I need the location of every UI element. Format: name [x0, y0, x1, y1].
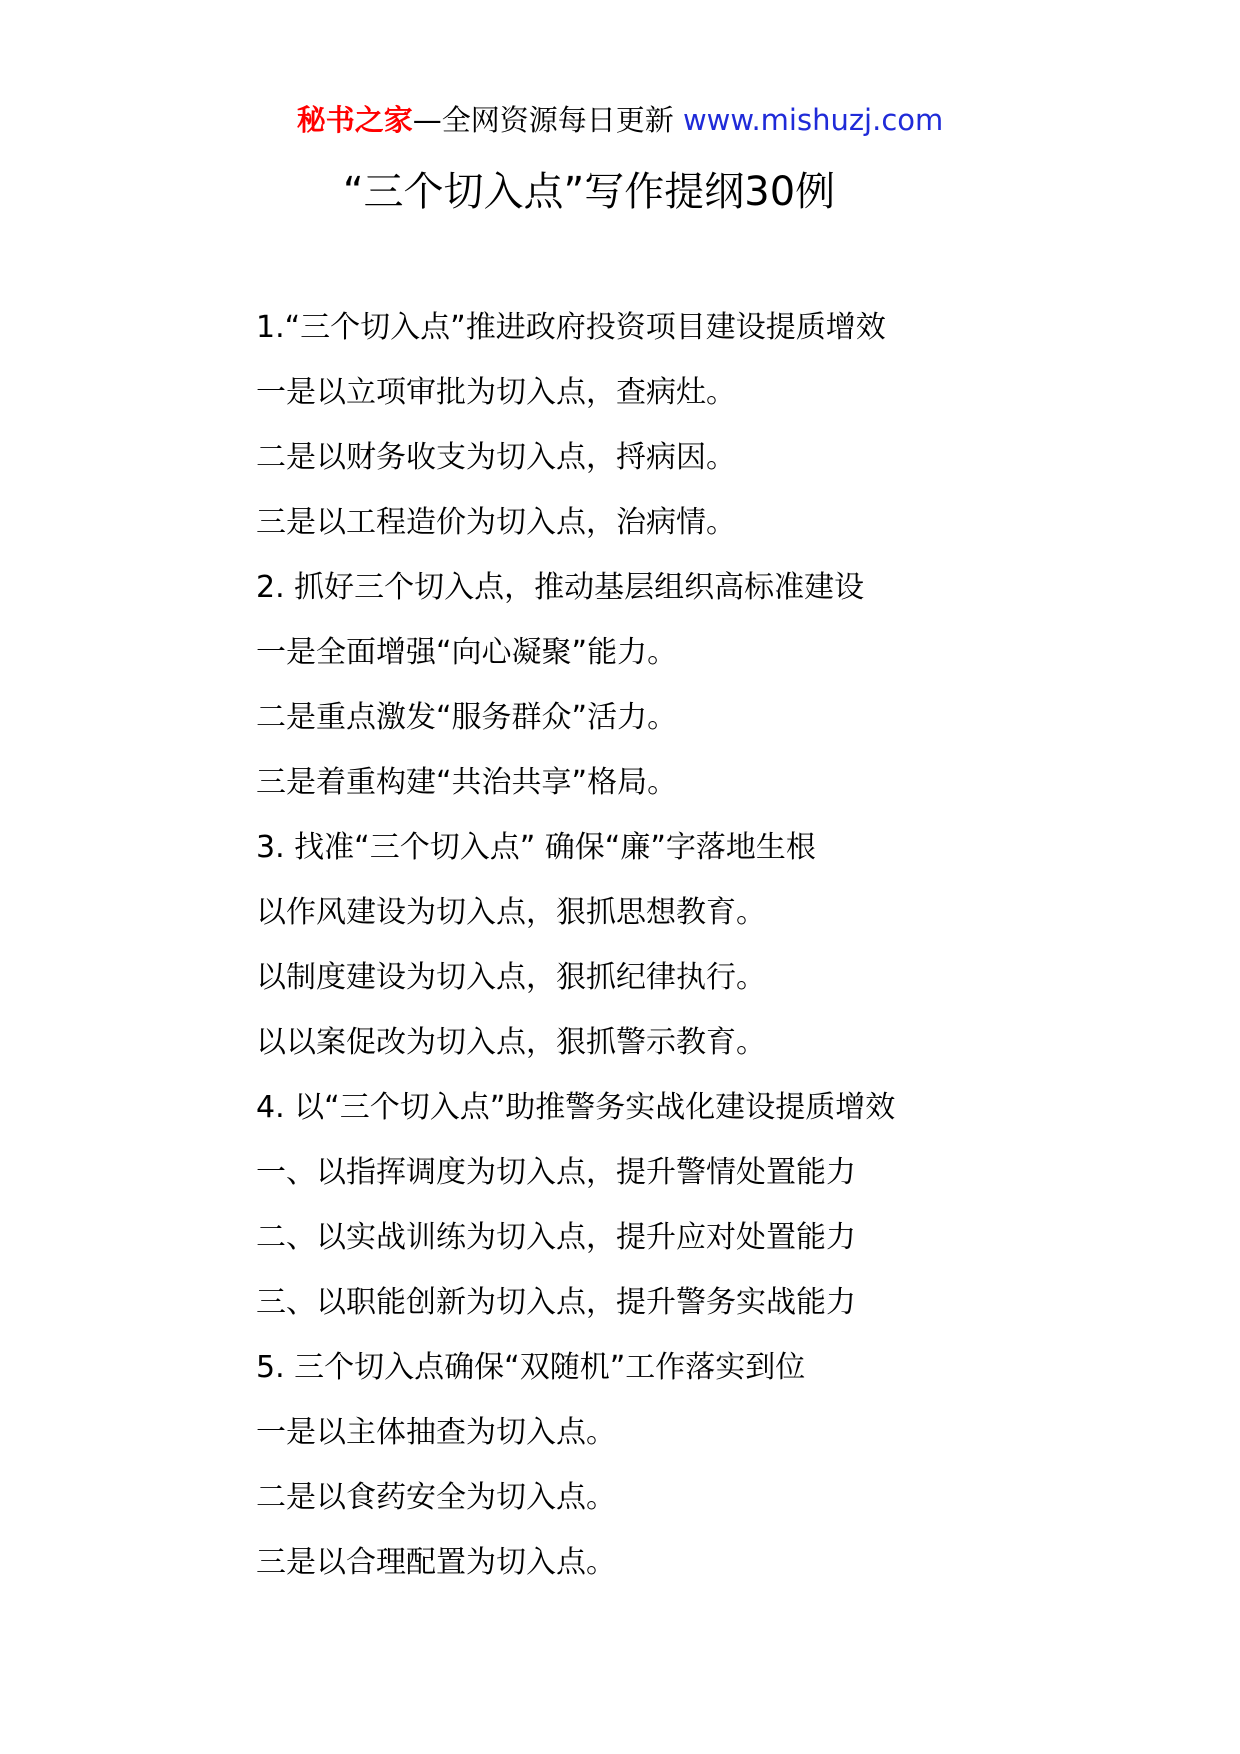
- document-body: [256, 295, 1216, 1595]
- section-heading-2: 2. 抓好三个切入点，推动基层组织高标准建设: [256, 570, 865, 605]
- list-item: 一、以指挥调度为切入点，提升警情处置能力: [256, 1155, 856, 1190]
- list-item: 三是着重构建“共治共享”格局。: [256, 765, 678, 800]
- list-item: 二是重点激发“服务群众”活力。: [256, 700, 678, 735]
- list-item: 一是以立项审批为切入点，查病灶。: [256, 375, 736, 410]
- document-title: “三个切入点”写作提纲30例: [342, 169, 836, 215]
- section-heading-3: 3. 找准“三个切入点” 确保“廉”字落地生根: [256, 830, 816, 865]
- list-item: 以作风建设为切入点，狠抓思想教育。: [256, 895, 766, 930]
- header-tagline: —全网资源每日更新: [412, 103, 674, 137]
- site-url-link[interactable]: www.mishuzj.com: [682, 103, 944, 137]
- section-heading-5: 5. 三个切入点确保“双随机”工作落实到位: [256, 1350, 806, 1385]
- list-item: 二是以财务收支为切入点，捋病因。: [256, 440, 736, 475]
- brand-name: 秘书之家: [296, 103, 413, 137]
- list-item: 二、以实战训练为切入点，提升应对处置能力: [256, 1220, 856, 1255]
- section-heading-1: 1.“三个切入点”推进政府投资项目建设提质增效: [256, 310, 886, 345]
- section-heading-4: 4. 以“三个切入点”助推警务实战化建设提质增效: [256, 1090, 896, 1125]
- list-item: 以以案促改为切入点，狠抓警示教育。: [256, 1025, 766, 1060]
- list-item: 一是全面增强“向心凝聚”能力。: [256, 635, 678, 670]
- site-header: [0, 98, 1240, 142]
- list-item: 一是以主体抽查为切入点。: [256, 1415, 616, 1450]
- list-item: 三、以职能创新为切入点，提升警务实战能力: [256, 1285, 856, 1320]
- list-item: 三是以合理配置为切入点。: [256, 1545, 616, 1580]
- list-item: 以制度建设为切入点，狠抓纪律执行。: [256, 960, 766, 995]
- list-item: 二是以食药安全为切入点。: [256, 1480, 616, 1515]
- list-item: 三是以工程造价为切入点，治病情。: [256, 505, 736, 540]
